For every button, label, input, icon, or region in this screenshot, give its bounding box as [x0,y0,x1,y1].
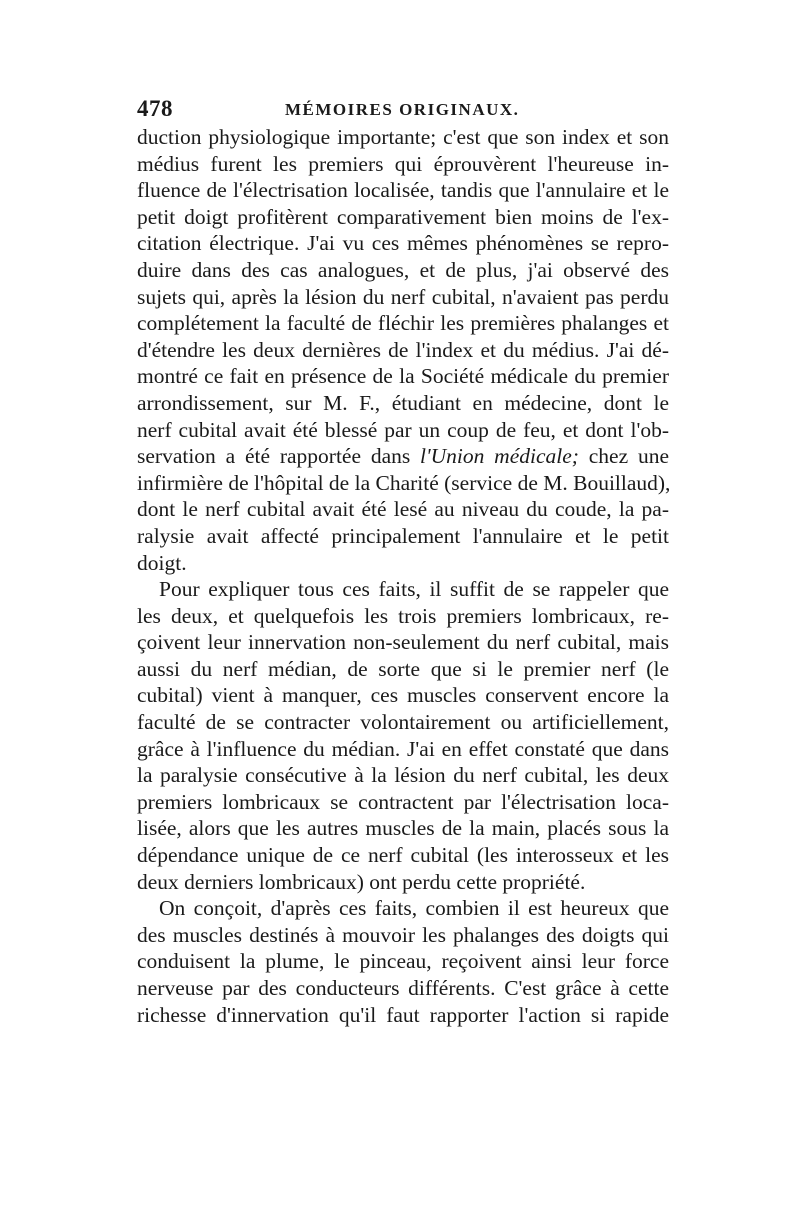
text-line: duire dans des cas analogues, et de plus, j'ai observé des [137,257,669,282]
text-line: dont le nerf cubital avait été lesé au niveau du coude, la pa- [137,497,669,522]
text-line: citation électrique. J'ai vu ces mêmes phénomènes se repro- [137,231,669,256]
text-line: faculté de se contracter volontairement ou artificiellement, [137,710,669,735]
text-line: aussi du nerf médian, de sorte que si le premier nerf (le [137,656,669,681]
running-title: MÉMOIRES ORIGINAUX. [285,100,520,119]
text-line: conduisent la plume, le pinceau, reçoivent ainsi leur force [137,949,669,974]
text-line: des muscles destinés à mouvoir les phalanges des doigts qui [137,922,669,947]
text-segment: chez une [578,444,669,469]
journal-citation: l'Union médicale; [420,444,579,469]
text-line: ralysie avait affecté principalement l'annulaire et le petit [137,523,669,548]
text-line: les deux, et quelquefois les trois premiers lombricaux, re- [137,603,669,628]
text-line: dépendance unique de ce nerf cubital (les interosseux et les [137,843,669,868]
text-line: lisée, alors que les autres muscles de la main, placés sous la [137,816,669,841]
text-line: doigt. [137,550,187,575]
text-line: deux derniers lombricaux) ont perdu cette propriété. [137,869,586,894]
text-line: arrondissement, sur M. F., étudiant en médecine, dont le [137,390,669,415]
text-line: fluence de l'électrisation localisée, tandis que l'annulaire et le [137,178,669,203]
text-line: premiers lombricaux se contractent par l'électrisation loca- [137,789,669,814]
text-line: complétement la faculté de fléchir les premières phalanges et [137,311,669,336]
page-number: 478 [137,96,173,121]
text-line: çoivent leur innervation non-seulement du nerf cubital, mais [137,630,669,655]
text-line: médius furent les premiers qui éprouvèrent l'heureuse in- [137,151,669,176]
paragraph-start-line: Pour expliquer tous ces faits, il suffit de se rappeler que [159,577,669,602]
text-line: grâce à l'influence du médian. J'ai en effet constaté que dans [137,736,669,761]
text-line: infirmière de l'hôpital de la Charité (service de M. Bouillaud), [137,470,671,495]
page-header [137,96,669,126]
text-line: duction physiologique importante; c'est que son index et son [137,125,669,149]
text-line: sujets qui, après la lésion du nerf cubital, n'avaient pas perdu [137,284,669,309]
text-line: petit doigt profitèrent comparativement bien moins de l'ex- [137,204,669,229]
text-line: richesse d'innervation qu'il faut rapporter l'action si rapide [137,1002,669,1027]
paragraph-start-line: On conçoit, d'après ces faits, combien il est heureux que [159,896,669,921]
text-line-with-citation [137,443,669,470]
body-text [137,124,669,1028]
text-line: la paralysie consécutive à la lésion du nerf cubital, les deux [137,763,669,788]
text-segment: servation a été rapportée dans [137,444,421,469]
text-line: montré ce fait en présence de la Société médicale du premier [137,364,669,389]
text-line: d'étendre les deux dernières de l'index et du médius. J'ai dé- [137,337,669,362]
text-line: nerf cubital avait été blessé par un coup de feu, et dont l'ob- [137,417,669,442]
text-line: nerveuse par des conducteurs différents. C'est grâce à cette [137,976,669,1000]
text-line: cubital) vient à manquer, ces muscles conservent encore la [137,683,669,708]
